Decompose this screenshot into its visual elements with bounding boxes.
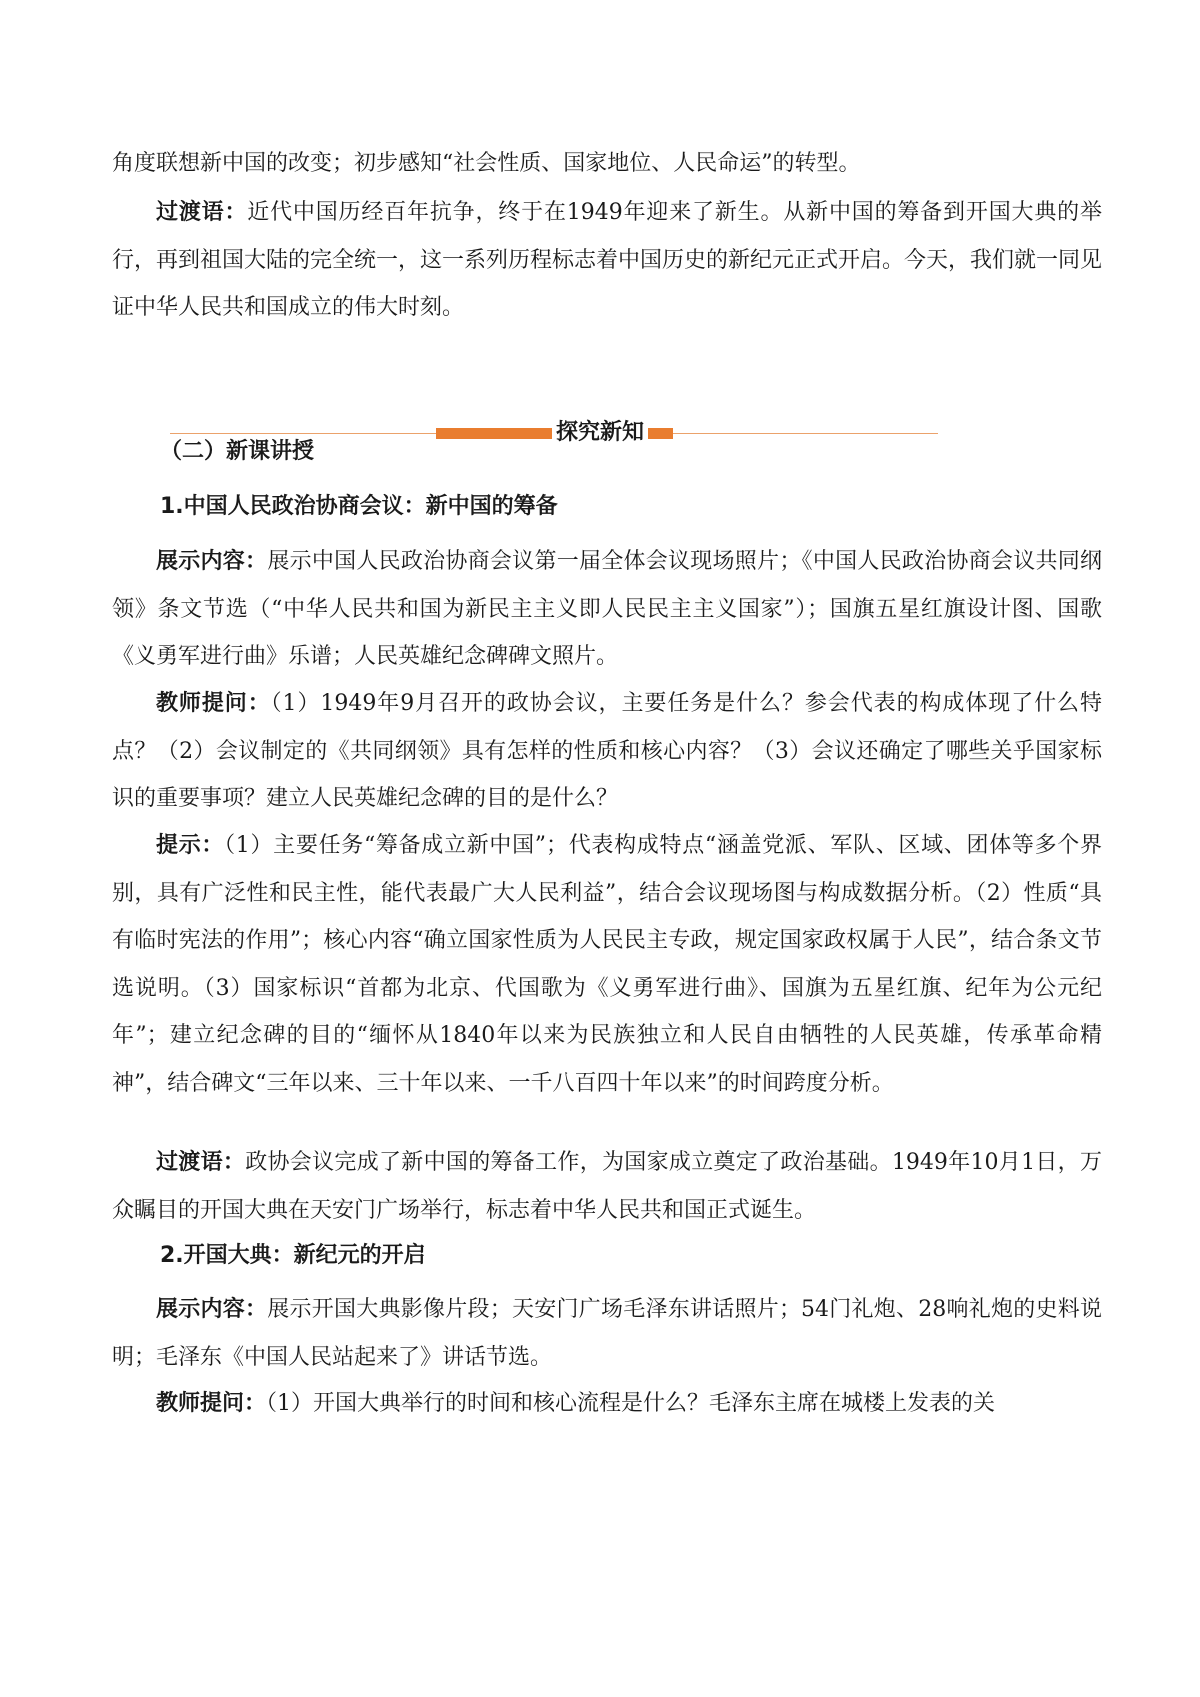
part2-show-paragraph	[112, 1286, 1102, 1381]
part1-show-paragraph	[112, 538, 1102, 681]
show-label: 展示内容：	[156, 1297, 268, 1322]
question-label: 教师提问：	[156, 1391, 267, 1416]
intro-line	[112, 140, 1102, 188]
transition-paragraph-1	[112, 189, 1102, 332]
question-text: （1）1949年9月召开的政协会议，主要任务是什么？参会代表的构成体现了什么特点？（2）会议制定的《共同纲领》具有怎样的性质和核心内容？（3）会议还确定了哪些关乎国家标识的重要事项？建立人民英雄纪念碑的目的是什么？	[112, 691, 1102, 811]
part2-question-paragraph	[112, 1380, 1102, 1428]
part2-title: 2.开国大典：新纪元的开启	[160, 1243, 426, 1268]
transition-text: 政协会议完成了新中国的筹备工作，为国家成立奠定了政治基础。1949年10月1日，万众瞩目的开国大典在天安门广场举行，标志着中华人民共和国正式诞生。	[112, 1150, 1102, 1223]
divider-title: 探究新知	[552, 416, 648, 450]
section-title: （二）新课讲授	[160, 439, 315, 464]
hint-label: 提示：	[156, 833, 225, 858]
transition-label: 过渡语：	[156, 200, 248, 225]
question-label: 教师提问：	[156, 691, 271, 716]
transition-text: 近代中国历经百年抗争，终于在1949年迎来了新生。从新中国的筹备到开国大典的举行，再到祖国大陆的完全统一，这一系列历程标志着中国历史的新纪元正式开启。今天，我们就一同见证中华人民共和国成立的伟大时刻。	[112, 200, 1103, 320]
intro-text: 角度联想新中国的改变；初步感知“社会性质、国家地位、人民命运”的转型。	[112, 151, 861, 176]
part1-title: 1.中国人民政治协商会议：新中国的筹备	[160, 494, 558, 519]
transition-label: 过渡语：	[156, 1150, 246, 1175]
show-label: 展示内容：	[156, 549, 268, 574]
hint-text: （1）主要任务“筹备成立新中国”；代表构成特点“涵盖党派、军队、区域、团体等多个界别，具有广泛性和民主性，能代表最广大人民利益”，结合会议现场图与构成数据分析。（2）性质“具有临时宪法的作用”；核心内容“确立国家性质为人民民主专政，规定国家政权属于人民”，结合条文节选说明。（3）国家标识“首都为北京、代国歌为《义勇军进行曲》、国旗为五星红旗、纪年为公元纪年”；建立纪念碑的目的“缅怀从1840年以来为民族独立和人民自由牺牲的人民英雄，传承革命精神”，结合碑文“三年以来、三十年以来、一千八百四十年以来”的时间跨度分析。	[112, 833, 1102, 1096]
part1-hint-paragraph	[112, 822, 1102, 1107]
show-text: 展示开国大典影像片段；天安门广场毛泽东讲话照片；54门礼炮、28响礼炮的史料说明；毛泽东《中国人民站起来了》讲话节选。	[112, 1297, 1102, 1370]
transition-paragraph-2	[112, 1139, 1102, 1234]
show-text: 展示中国人民政治协商会议第一届全体会议现场照片；《中国人民政治协商会议共同纲领》条文节选（“中华人民共和国为新民主主义即人民民主主义国家”）；国旗五星红旗设计图、国歌《义勇军进行曲》乐谱；人民英雄纪念碑碑文照片。	[112, 549, 1102, 669]
part1-question-paragraph	[112, 680, 1102, 823]
question-text: （1）开国大典举行的时间和核心流程是什么？毛泽东主席在城楼上发表的关	[266, 1391, 996, 1416]
